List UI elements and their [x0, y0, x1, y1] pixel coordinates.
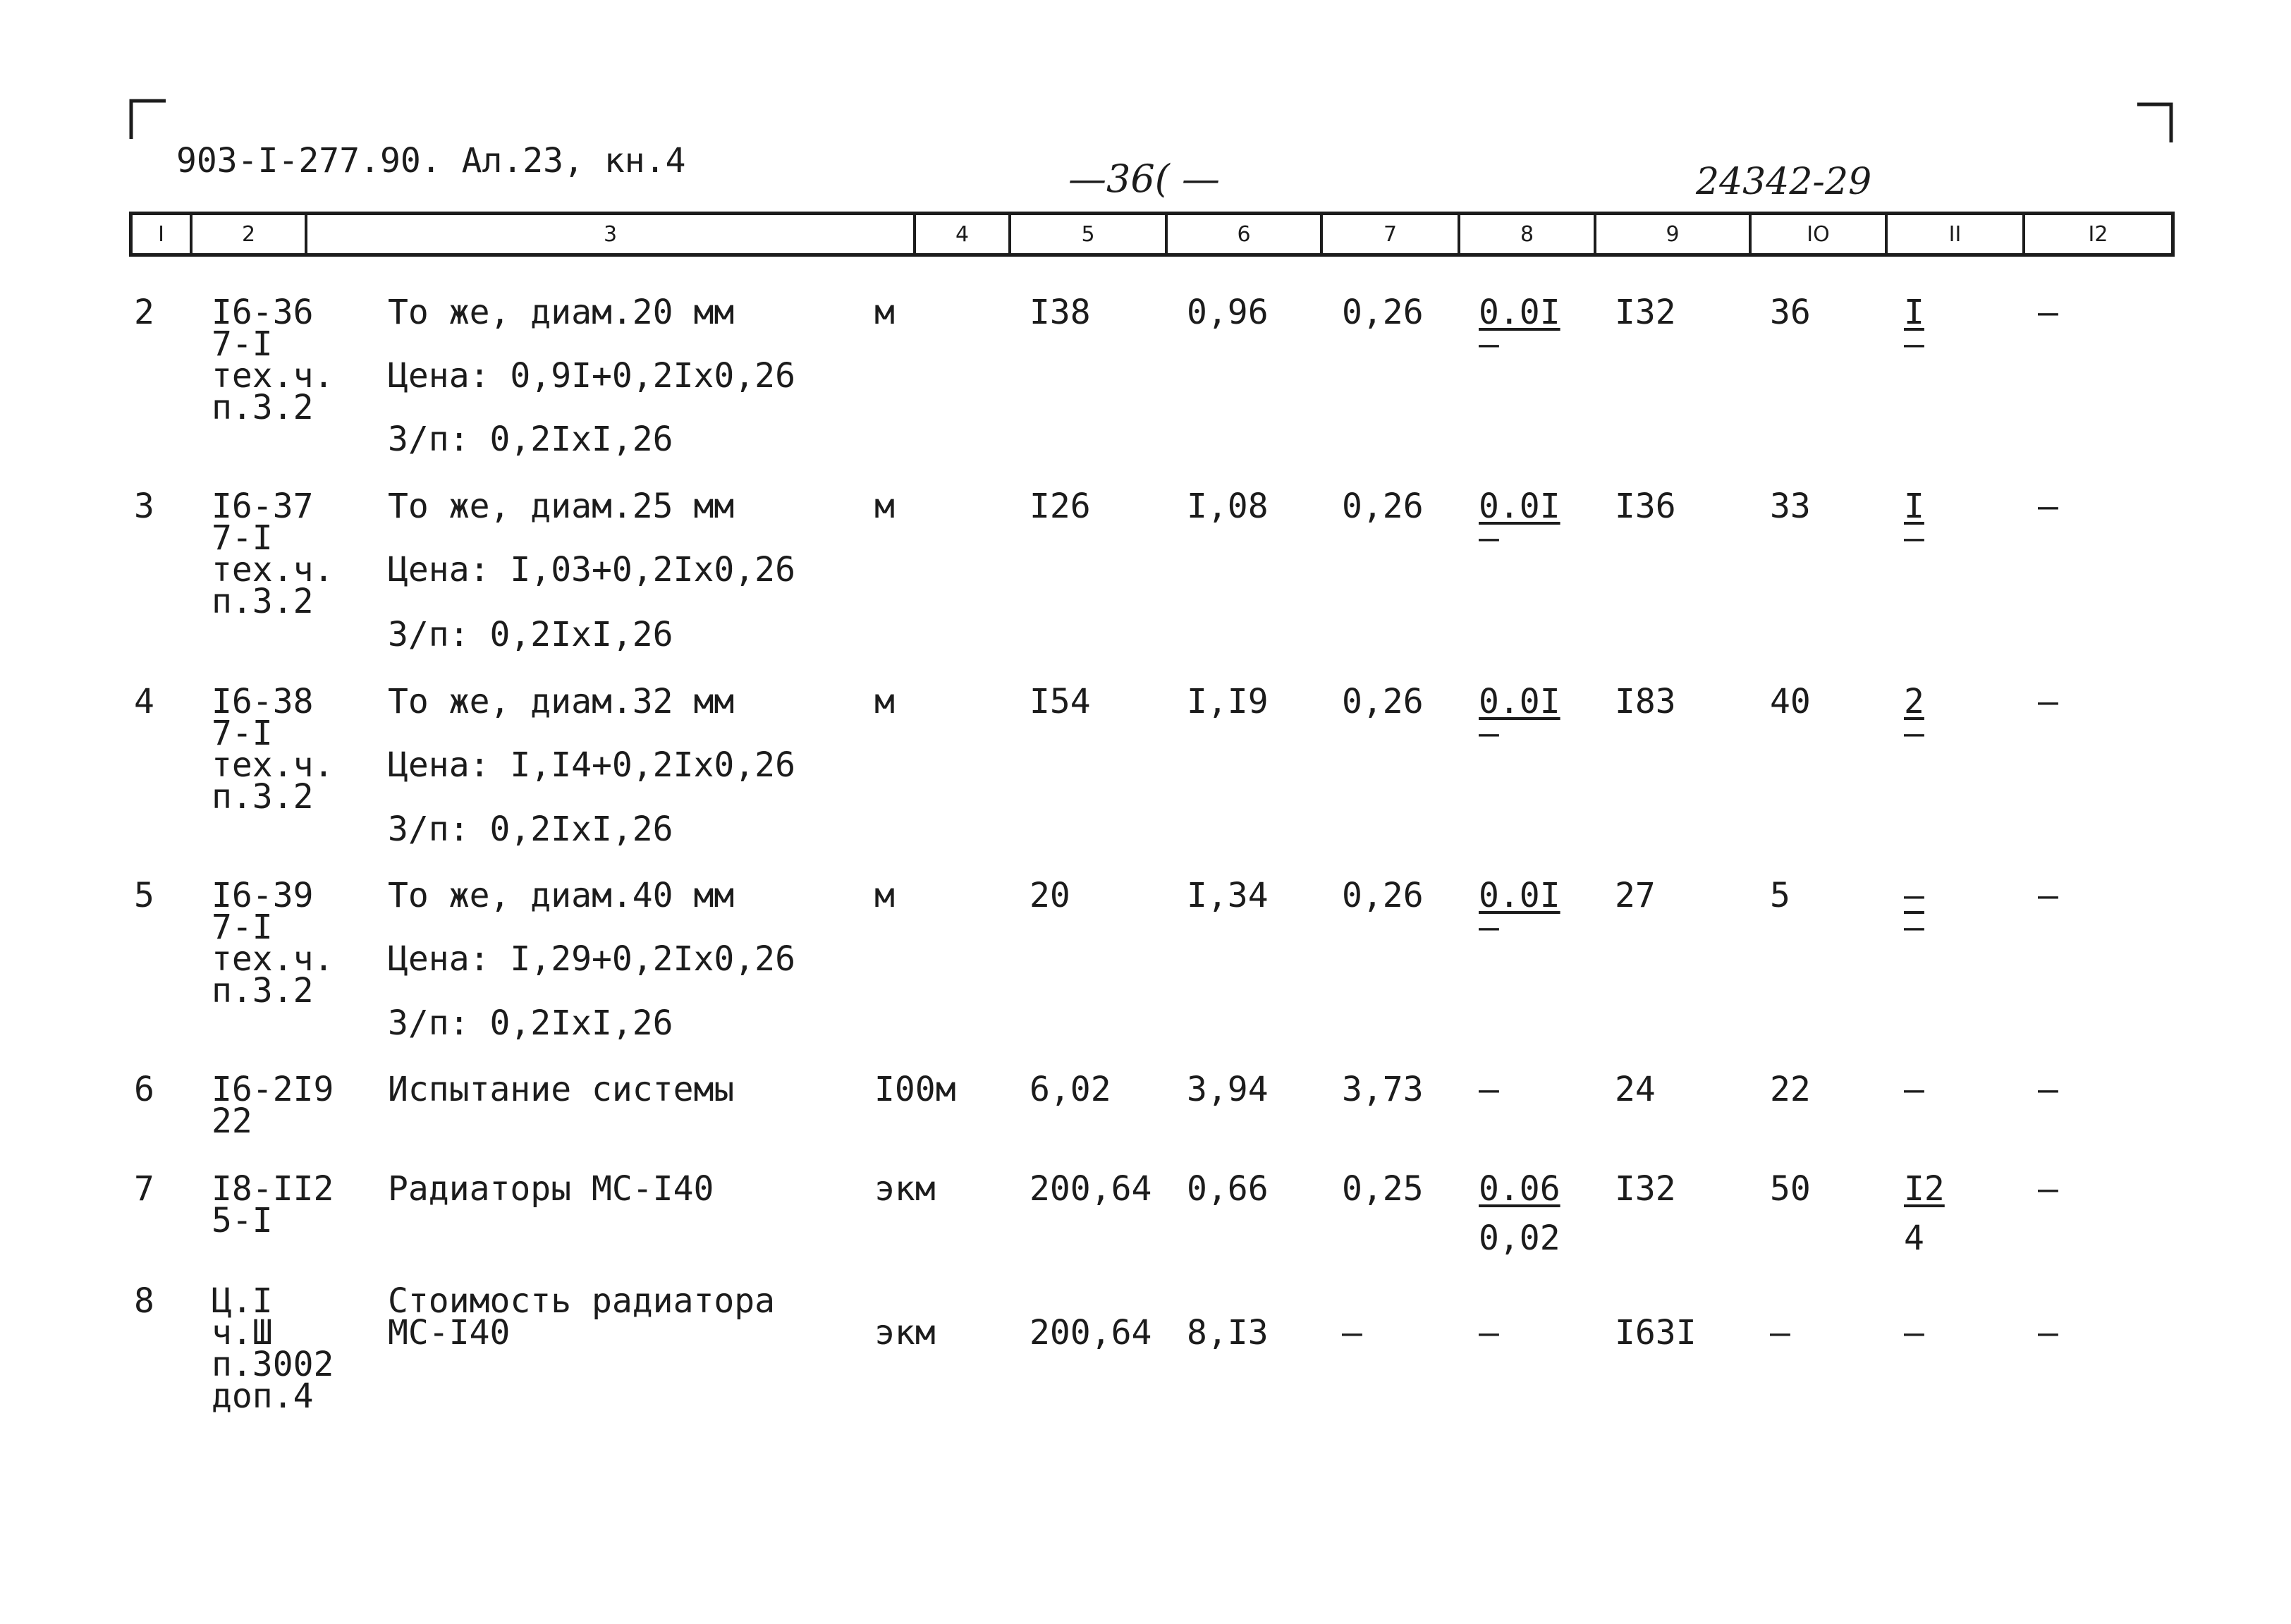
- col12-value: –: [2038, 1070, 2058, 1109]
- col11-value: –: [1904, 1313, 1924, 1353]
- row-number: 3: [134, 487, 154, 526]
- norm-code-line: I6-39: [212, 876, 314, 915]
- wage-formula: З/п: 0,2IxI,26: [388, 420, 673, 459]
- column-header: I2: [2088, 221, 2108, 247]
- quantity: 200,64: [1030, 1313, 1152, 1353]
- norm-code-line: Ц.I: [212, 1281, 273, 1321]
- col7-value: 3,73: [1342, 1070, 1424, 1109]
- col6-value: 0,96: [1187, 293, 1269, 332]
- column-header: 2: [193, 215, 307, 253]
- col7-value: –: [1342, 1313, 1362, 1353]
- quantity: 200,64: [1030, 1169, 1152, 1209]
- col11-value: 2: [1904, 682, 1924, 721]
- col10-value: 33: [1770, 487, 1811, 526]
- norm-code-line: п.3002: [212, 1345, 334, 1384]
- norm-code-line: тех.ч.: [212, 356, 334, 396]
- col8-sub-value: –: [1479, 908, 1499, 947]
- quantity: I26: [1030, 487, 1091, 526]
- norm-code-line: доп.4: [212, 1376, 314, 1416]
- col8-value: –: [1479, 1313, 1499, 1353]
- col11-value: I: [1904, 487, 1924, 526]
- unit: м: [874, 293, 895, 332]
- col11-value: I: [1904, 293, 1924, 332]
- column-header: I: [133, 215, 193, 253]
- unit: м: [874, 487, 895, 526]
- col11-sub-value: 4: [1904, 1219, 1924, 1258]
- column-header: 4: [916, 215, 1011, 253]
- norm-code-line: 7-I: [212, 324, 273, 364]
- col8-sub-value: 0,02: [1479, 1219, 1560, 1258]
- corner-mark-top-right: [2133, 102, 2175, 145]
- col10-value: –: [1770, 1313, 1790, 1353]
- col9-value: I32: [1615, 1169, 1676, 1209]
- unit: I00м: [874, 1070, 956, 1109]
- col11-value: I2: [1904, 1169, 1945, 1209]
- row-number: 7: [134, 1169, 154, 1209]
- norm-code-line: тех.ч.: [212, 550, 334, 590]
- col12-value: –: [2038, 876, 2058, 915]
- col8-sub-value: –: [1479, 518, 1499, 558]
- quantity: 20: [1030, 876, 1070, 915]
- col12-value: –: [2038, 682, 2058, 721]
- norm-code-line: 7-I: [212, 908, 273, 947]
- norm-code-line: 7-I: [212, 518, 273, 558]
- price-formula: Цена: I,03+0,2Ix0,26: [388, 550, 795, 590]
- col10-value: 22: [1770, 1070, 1811, 1109]
- norm-code-line: I6-37: [212, 487, 314, 526]
- col8-value: 0.0I: [1479, 682, 1560, 721]
- quantity: I38: [1030, 293, 1091, 332]
- column-header: II: [1888, 215, 2025, 253]
- col7-value: 0,26: [1342, 876, 1424, 915]
- col11-sub-value: –: [1904, 518, 1924, 558]
- wage-formula: З/п: 0,2IxI,26: [388, 810, 673, 849]
- work-description-line: МС-I40: [388, 1313, 511, 1353]
- norm-code-line: п.3.2: [212, 971, 314, 1011]
- col9-value: I32: [1615, 293, 1676, 332]
- norm-code-line: 5-I: [212, 1201, 273, 1240]
- col10-value: 36: [1770, 293, 1811, 332]
- col10-value: 5: [1770, 876, 1790, 915]
- norm-code-line: 22: [212, 1101, 252, 1141]
- col6-value: I,34: [1187, 876, 1269, 915]
- unit: м: [874, 876, 895, 915]
- col8-sub-value: –: [1479, 324, 1499, 364]
- norm-code-line: п.3.2: [212, 388, 314, 427]
- column-header: IO: [1752, 215, 1888, 253]
- col7-value: 0,25: [1342, 1169, 1424, 1209]
- norm-code-line: п.3.2: [212, 582, 314, 621]
- col7-value: 0,26: [1342, 487, 1424, 526]
- col6-value: 3,94: [1187, 1070, 1269, 1109]
- unit: экм: [874, 1313, 936, 1353]
- col9-value: I83: [1615, 682, 1676, 721]
- work-description: Радиаторы МС-I40: [388, 1169, 714, 1209]
- stamp-number: 24342-29: [1696, 161, 1872, 203]
- col8-sub-value: –: [1479, 714, 1499, 753]
- work-description: То же, диам.20 мм: [388, 293, 735, 332]
- col11-sub-value: –: [1904, 908, 1924, 947]
- norm-code-line: 7-I: [212, 714, 273, 753]
- norm-code-line: п.3.2: [212, 777, 314, 817]
- col11-value: –: [1904, 876, 1924, 915]
- col6-value: 8,I3: [1187, 1313, 1269, 1353]
- col8-value: 0.06: [1479, 1169, 1560, 1209]
- row-number: 6: [134, 1070, 154, 1109]
- col8-value: 0.0I: [1479, 293, 1560, 332]
- col10-value: 40: [1770, 682, 1811, 721]
- price-formula: Цена: 0,9I+0,2Ix0,26: [388, 356, 795, 396]
- row-number: 4: [134, 682, 154, 721]
- col12-value: –: [2038, 293, 2058, 332]
- norm-code-line: I6-38: [212, 682, 314, 721]
- price-formula: Цена: I,29+0,2Ix0,26: [388, 939, 795, 979]
- wage-formula: З/п: 0,2IxI,26: [388, 615, 673, 654]
- col12-value: –: [2038, 487, 2058, 526]
- norm-code-line: тех.ч.: [212, 939, 334, 979]
- unit: м: [874, 682, 895, 721]
- work-description: Стоимость радиатора: [388, 1281, 776, 1321]
- col12-value: –: [2038, 1169, 2058, 1209]
- col6-value: I,08: [1187, 487, 1269, 526]
- document-code: 903-I-277.90. Ал.23, кн.4: [176, 141, 686, 181]
- col8-value: 0.0I: [1479, 487, 1560, 526]
- col8-value: –: [1479, 1070, 1499, 1109]
- page-number: —36( —: [1068, 157, 1220, 201]
- norm-code-line: I6-2I9: [212, 1070, 334, 1109]
- col12-value: –: [2038, 1313, 2058, 1353]
- column-header: 6: [1168, 215, 1323, 253]
- column-header: 9: [1596, 215, 1752, 253]
- col11-value: –: [1904, 1070, 1924, 1109]
- quantity: I54: [1030, 682, 1091, 721]
- col9-value: 24: [1615, 1070, 1656, 1109]
- row-number: 2: [134, 293, 154, 332]
- unit: экм: [874, 1169, 936, 1209]
- col6-value: I,I9: [1187, 682, 1269, 721]
- col8-value: 0.0I: [1479, 876, 1560, 915]
- work-description: То же, диам.25 мм: [388, 487, 735, 526]
- norm-code-line: ч.Ш: [212, 1313, 273, 1353]
- col10-value: 50: [1770, 1169, 1811, 1209]
- norm-code-line: тех.ч.: [212, 745, 334, 785]
- column-header: 8: [1460, 215, 1596, 253]
- work-description: Испытание системы: [388, 1070, 735, 1109]
- col9-value: I63I: [1615, 1313, 1697, 1353]
- norm-code-line: I8-II2: [212, 1169, 334, 1209]
- col11-sub-value: –: [1904, 324, 1924, 364]
- row-number: 8: [134, 1281, 154, 1321]
- column-header: 5: [1011, 215, 1168, 253]
- col6-value: 0,66: [1187, 1169, 1269, 1209]
- col11-sub-value: –: [1904, 714, 1924, 753]
- work-description: То же, диам.40 мм: [388, 876, 735, 915]
- column-header: 3: [307, 215, 916, 253]
- norm-code-line: I6-36: [212, 293, 314, 332]
- work-description: То же, диам.32 мм: [388, 682, 735, 721]
- row-number: 5: [134, 876, 154, 915]
- col7-value: 0,26: [1342, 293, 1424, 332]
- column-header: 7: [1323, 215, 1460, 253]
- quantity: 6,02: [1030, 1070, 1111, 1109]
- column-number-header: [129, 212, 2175, 257]
- price-formula: Цена: I,I4+0,2Ix0,26: [388, 745, 795, 785]
- col9-value: 27: [1615, 876, 1656, 915]
- corner-mark-top-left: [129, 99, 171, 141]
- wage-formula: З/п: 0,2IxI,26: [388, 1003, 673, 1043]
- col9-value: I36: [1615, 487, 1676, 526]
- col7-value: 0,26: [1342, 682, 1424, 721]
